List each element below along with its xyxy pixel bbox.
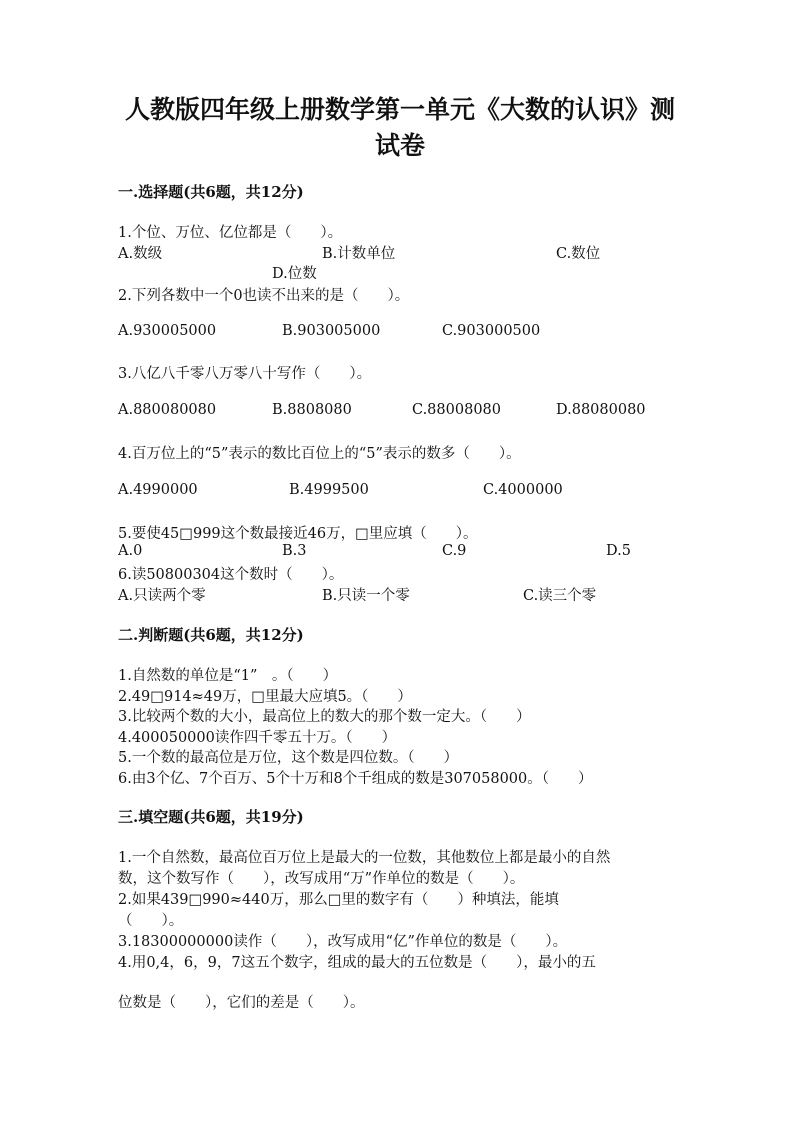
q4-stem: 4.百万位上的“5”表示的数比百位上的“5”表示的数多（ ）。 (118, 446, 521, 462)
judgment-item-3: 3.比较两个数的大小，最高位上的数大的那个数一定大。（ ） (118, 709, 531, 725)
judgment-item-4: 4.400050000读作四千零五十万。（ ） (118, 730, 397, 746)
q4-option-a: A.4990000 (118, 482, 198, 498)
q1-stem: 1.个位、万位、亿位都是（ ）。 (118, 225, 343, 241)
q2-option-b: B.903005000 (282, 323, 381, 339)
title-line-2: 试卷 (374, 131, 425, 160)
q3-option-a: A.880080080 (118, 402, 217, 418)
section-heading-choice: 一.选择题(共6题，共12分) (118, 183, 304, 201)
judgment-item-2: 2.49□914≈49万，□里最大应填5。（ ） (118, 689, 412, 705)
q1-option-a: A.数级 (118, 246, 163, 262)
q3-option-c: C.88008080 (412, 402, 501, 418)
q3-option-b: B.8808080 (272, 402, 352, 418)
q1-option-d: D.位数 (272, 266, 317, 282)
q3-option-d: D.88080080 (556, 402, 646, 418)
q3-stem: 3.八亿八千零八万零八十写作（ ）。 (118, 366, 372, 382)
q5-option-a: A.0 (118, 543, 143, 559)
q5-option-d: D.5 (606, 543, 631, 559)
q2-stem: 2.下列各数中一个0也读不出来的是（ ）。 (118, 288, 410, 304)
q6-stem: 6.读50800304这个数时（ ）。 (118, 567, 344, 583)
fill-line-2: 数，这个数写作（ ），改写成用“万”作单位的数是（ ）。 (118, 871, 525, 887)
q1-option-b: B.计数单位 (322, 246, 396, 262)
q4-option-c: C.4000000 (483, 482, 563, 498)
q2-option-a: A.930005000 (118, 323, 217, 339)
fill-line-4: （ ）。 (118, 913, 184, 929)
section-heading-judgment: 二.判断题(共6题，共12分) (118, 626, 304, 644)
q5-option-b: B.3 (282, 543, 307, 559)
title-line-1: 人教版四年级上册数学第一单元《大数的认识》测 (124, 95, 675, 124)
page-title (100, 92, 700, 164)
fill-line-1: 1.一个自然数，最高位百万位上是最大的一位数，其他数位上都是最小的自然 (118, 850, 611, 866)
section-heading-fill-blank: 三.填空题(共6题，共19分) (118, 808, 304, 826)
fill-line-5: 3.18300000000读作（ ），改写成用“亿”作单位的数是（ ）。 (118, 934, 568, 950)
judgment-item-5: 5.一个数的最高位是万位，这个数是四位数。（ ） (118, 750, 459, 766)
q5-option-c: C.9 (442, 543, 467, 559)
q1-option-c: C.数位 (556, 246, 601, 262)
fill-line-7: 位数是（ ），它们的差是（ ）。 (118, 995, 365, 1011)
fill-line-3: 2.如果439□990≈440万，那么□里的数字有（ ）种填法，能填 (118, 892, 559, 908)
judgment-item-1: 1.自然数的单位是“1” 。（ ） (118, 668, 338, 684)
fill-line-6: 4.用0,4，6，9，7这五个数字，组成的最大的五位数是（ ），最小的五 (118, 955, 596, 971)
q6-option-c: C.读三个零 (523, 588, 597, 604)
q6-option-b: B.只读一个零 (322, 588, 410, 604)
q6-option-a: A.只读两个零 (118, 588, 206, 604)
q5-stem: 5.要使45□999这个数最接近46万，□里应填（ ）。 (118, 526, 478, 542)
q2-option-c: C.903000500 (442, 323, 541, 339)
judgment-item-6: 6.由3个亿、7个百万、5个十万和8个千组成的数是307058000。（ ） (118, 771, 593, 787)
q4-option-b: B.4999500 (289, 482, 369, 498)
